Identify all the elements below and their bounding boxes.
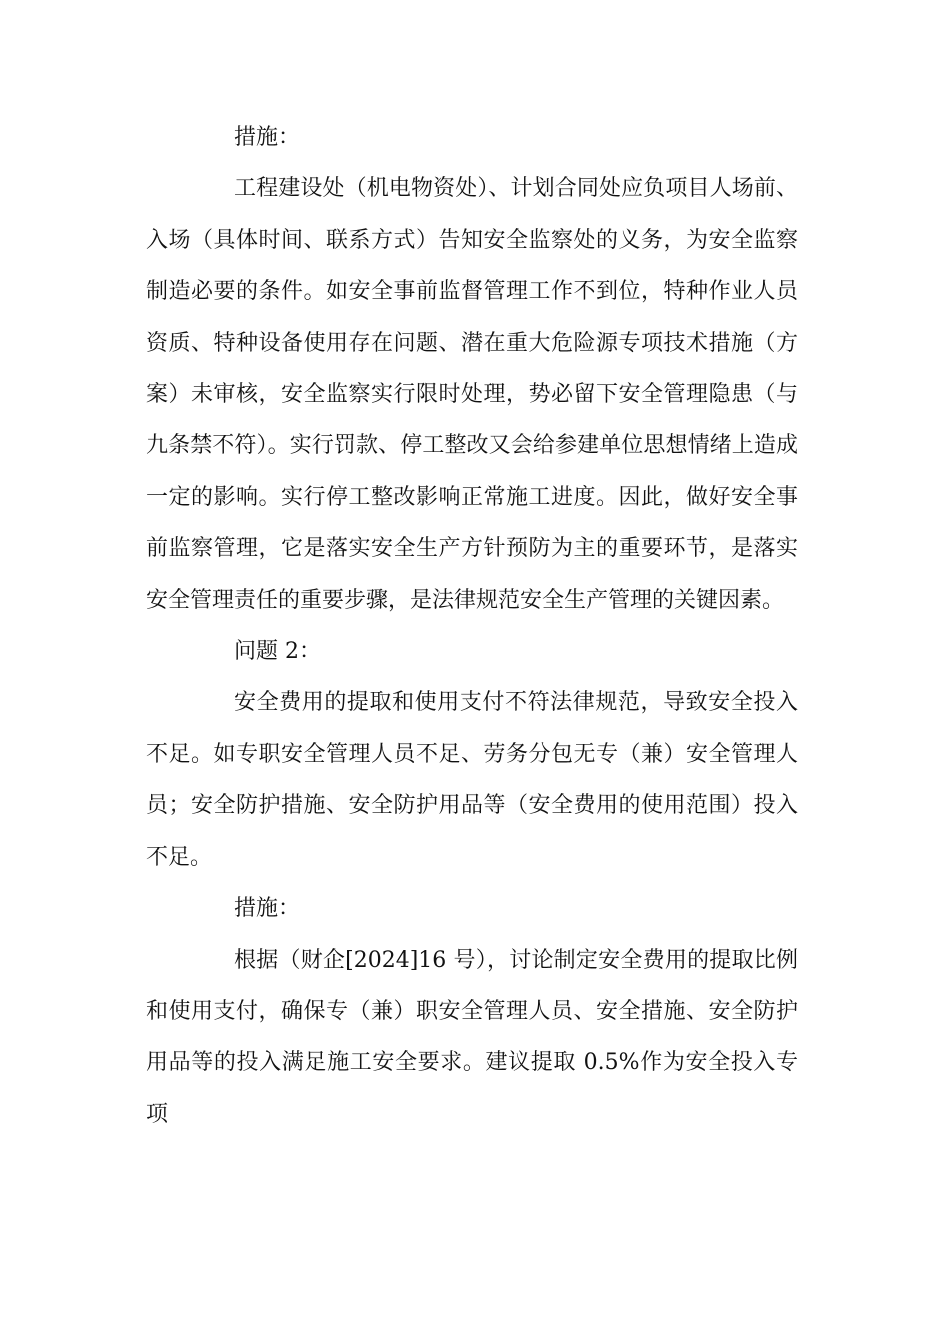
measures-paragraph-2: 根据（财企[2024]16 号），讨论制定安全费用的提取比例和使用支付，确保专（兼）职安全管理人员、安全措施、安全防护用品等的投入满足施工安全要求。建议提取 0.5%作为安全投入专项 <box>146 947 798 1127</box>
measures-heading-2: 措施： <box>234 896 301 922</box>
problem-2-paragraph: 安全费用的提取和使用支付不符法律规范，导致安全投入不足。如专职安全管理人员不足、劳务分包无专（兼）安全管理人员；安全防护措施、安全防护用品等（安全费用的使用范围）投入不足。 <box>146 690 798 870</box>
measures-heading: 措施： <box>234 125 301 150</box>
measures-paragraph: 工程建设处（机电物资处）、计划合同处应负项目人场前、入场（具体时间、联系方式）告知安全监察处的义务，为安全监察制造必要的条件。如安全事前监督管理工作不到位，特种作业人员资质、特种设备使用存在问题、潜在重大危险源专项技术措施（方案）未审核，安全监察实行限时处理，势必留下安全管理隐患（与九条禁不符）。实行罚款、停工整改又会给参建单位思想情绪上造成一定的影响。实行停工整改影响正常施工进度。因此，做好安全事前监察管理，它是落实安全生产方针预防为主的重要环节，是落实安全管理责任的重要步骤，是法律规范安全生产管理的关键因素。 <box>146 176 798 613</box>
problem-2-heading: 问题 2： <box>234 639 321 665</box>
document-page <box>146 112 798 1140</box>
